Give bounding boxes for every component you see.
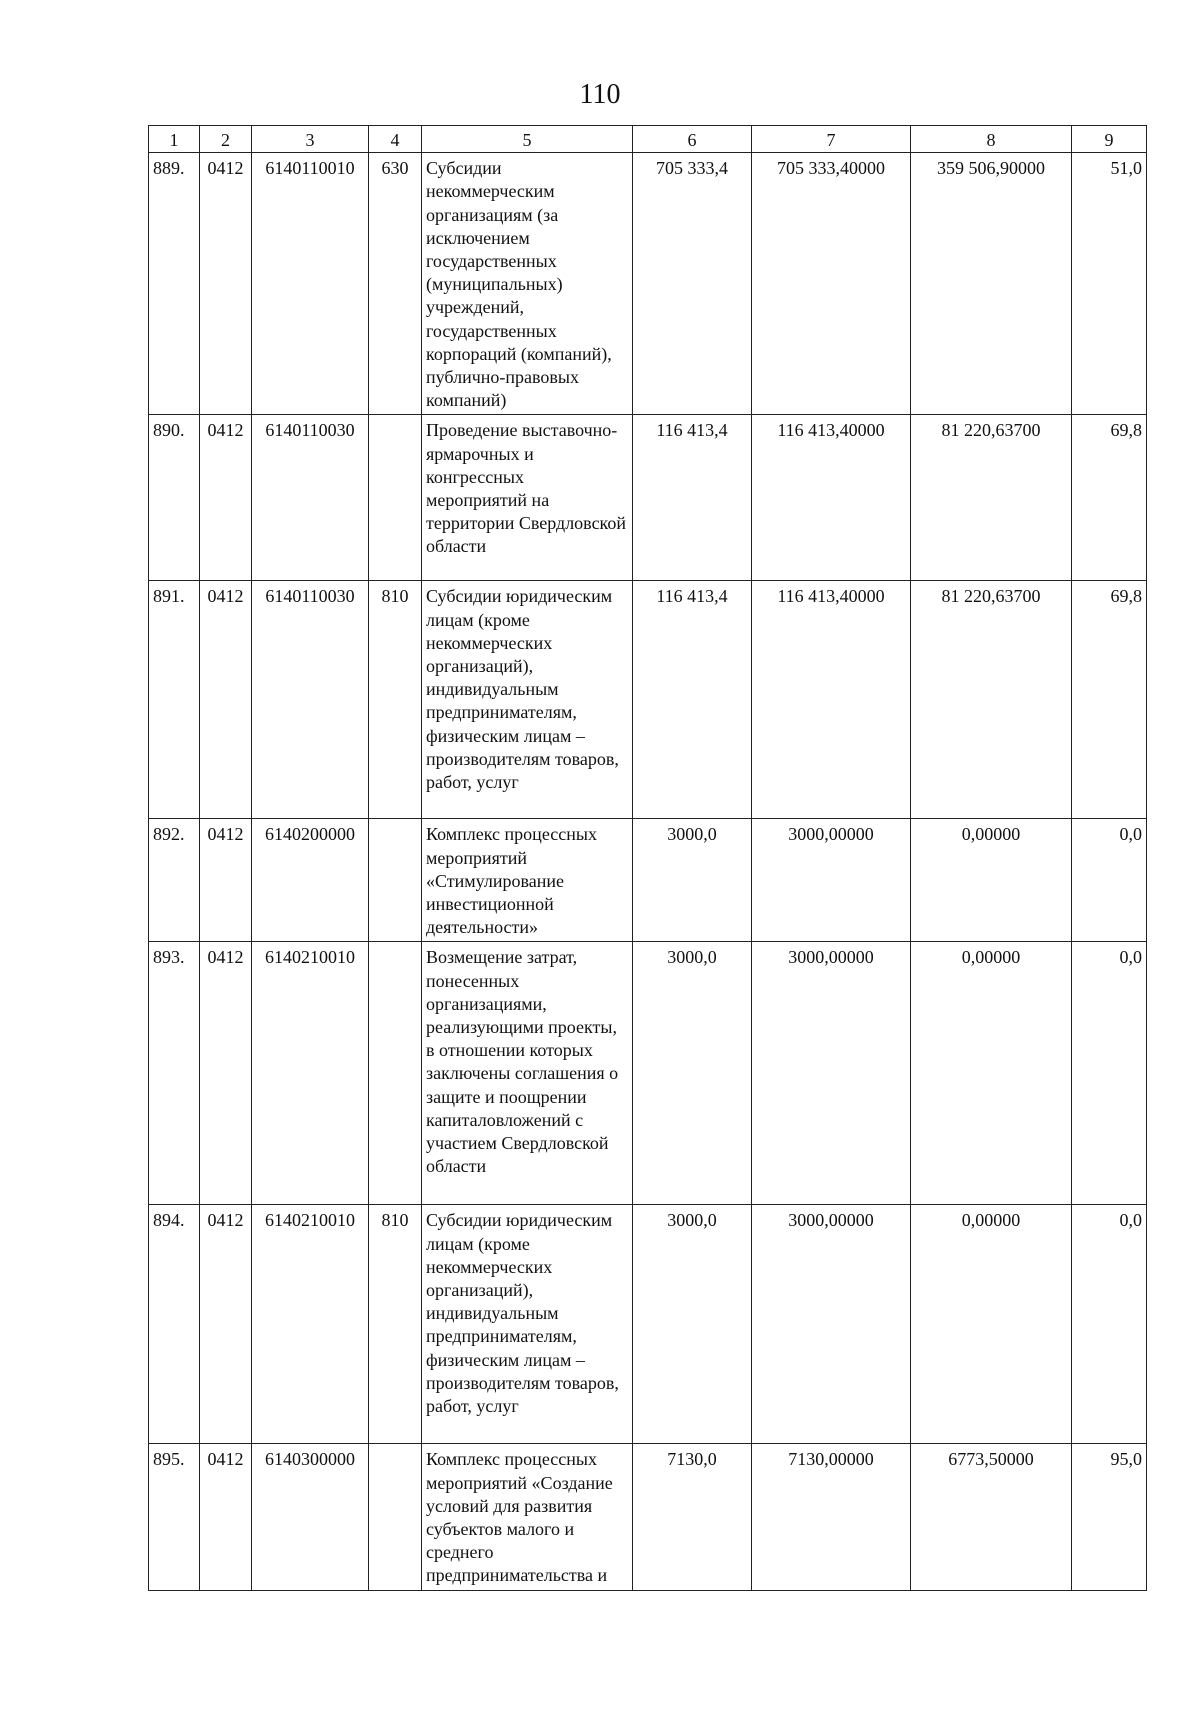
column-header: 9 [1072,126,1147,153]
execution-percent: 69,8 [1072,581,1147,819]
row-number: 894. [149,1205,200,1444]
column-header: 1 [149,126,200,153]
table-row [149,1205,1147,1444]
item-name: Проведение выставочно-ярмарочных и конгрессных мероприятий на территории Свердловской области [422,415,633,581]
target-code: 6140110030 [252,581,369,819]
item-name: Комплекс процессных мероприятий «Стимулирование инвестиционной деятельности» [422,819,633,942]
section-code: 0412 [200,581,252,819]
plan-amount-precise: 116 413,40000 [752,415,911,581]
budget-table [148,125,1147,1591]
row-number: 895. [149,1444,200,1590]
expense-type-code [369,819,422,942]
execution-percent: 0,0 [1072,819,1147,942]
row-number: 891. [149,581,200,819]
target-code: 6140200000 [252,819,369,942]
table-row [149,942,1147,1205]
section-code: 0412 [200,942,252,1205]
section-code: 0412 [200,819,252,942]
plan-amount: 116 413,4 [633,581,752,819]
plan-amount: 3000,0 [633,942,752,1205]
column-header: 6 [633,126,752,153]
column-header: 2 [200,126,252,153]
expense-type-code: 810 [369,1205,422,1444]
plan-amount: 116 413,4 [633,415,752,581]
item-name: Субсидии юридическим лицам (кроме некоммерческих организаций), индивидуальным предпринимателям, физическим лицам – производителям товаров, работ, услуг [422,581,633,819]
fact-amount: 81 220,63700 [911,581,1072,819]
execution-percent: 0,0 [1072,1205,1147,1444]
fact-amount: 6773,50000 [911,1444,1072,1590]
fact-amount: 81 220,63700 [911,415,1072,581]
fact-amount: 0,00000 [911,1205,1072,1444]
expense-type-code: 810 [369,581,422,819]
section-code: 0412 [200,153,252,415]
plan-amount: 7130,0 [633,1444,752,1590]
fact-amount: 359 506,90000 [911,153,1072,415]
expense-type-code: 630 [369,153,422,415]
table-row [149,153,1147,415]
item-name: Возмещение затрат, понесенных организациями, реализующими проекты, в отношении которых заключены соглашения о защите и поощрении капиталовложений с участием Свердловской области [422,942,633,1205]
execution-percent: 51,0 [1072,153,1147,415]
plan-amount-precise: 3000,00000 [752,1205,911,1444]
column-header: 7 [752,126,911,153]
table-header-row [149,126,1147,153]
execution-percent: 0,0 [1072,942,1147,1205]
fact-amount: 0,00000 [911,819,1072,942]
target-code: 6140210010 [252,942,369,1205]
section-code: 0412 [200,415,252,581]
row-number: 890. [149,415,200,581]
table-row [149,819,1147,942]
plan-amount-precise: 116 413,40000 [752,581,911,819]
table-row [149,415,1147,581]
execution-percent: 95,0 [1072,1444,1147,1590]
row-number: 893. [149,942,200,1205]
item-name: Субсидии некоммерческим организациям (за исключением государственных (муниципальных) учреждений, государственных корпораций (компаний), публично-правовых компаний) [422,153,633,415]
item-name: Субсидии юридическим лицам (кроме некоммерческих организаций), индивидуальным предпринимателям, физическим лицам – производителям товаров, работ, услуг [422,1205,633,1444]
page-number: 110 [579,79,621,110]
target-code: 6140110010 [252,153,369,415]
expense-type-code [369,1444,422,1590]
column-header: 3 [252,126,369,153]
target-code: 6140300000 [252,1444,369,1590]
plan-amount-precise: 705 333,40000 [752,153,911,415]
expense-type-code [369,415,422,581]
section-code: 0412 [200,1205,252,1444]
plan-amount-precise: 3000,00000 [752,942,911,1205]
expense-type-code [369,942,422,1205]
row-number: 892. [149,819,200,942]
plan-amount-precise: 7130,00000 [752,1444,911,1590]
table-row [149,581,1147,819]
plan-amount: 3000,0 [633,819,752,942]
row-number: 889. [149,153,200,415]
execution-percent: 69,8 [1072,415,1147,581]
table-row [149,1444,1147,1590]
column-header: 8 [911,126,1072,153]
item-name: Комплекс процессных мероприятий «Создание условий для развития субъектов малого и среднего предпринимательства и [422,1444,633,1590]
section-code: 0412 [200,1444,252,1590]
target-code: 6140210010 [252,1205,369,1444]
column-header: 5 [422,126,633,153]
plan-amount-precise: 3000,00000 [752,819,911,942]
fact-amount: 0,00000 [911,942,1072,1205]
plan-amount: 3000,0 [633,1205,752,1444]
target-code: 6140110030 [252,415,369,581]
column-header: 4 [369,126,422,153]
plan-amount: 705 333,4 [633,153,752,415]
